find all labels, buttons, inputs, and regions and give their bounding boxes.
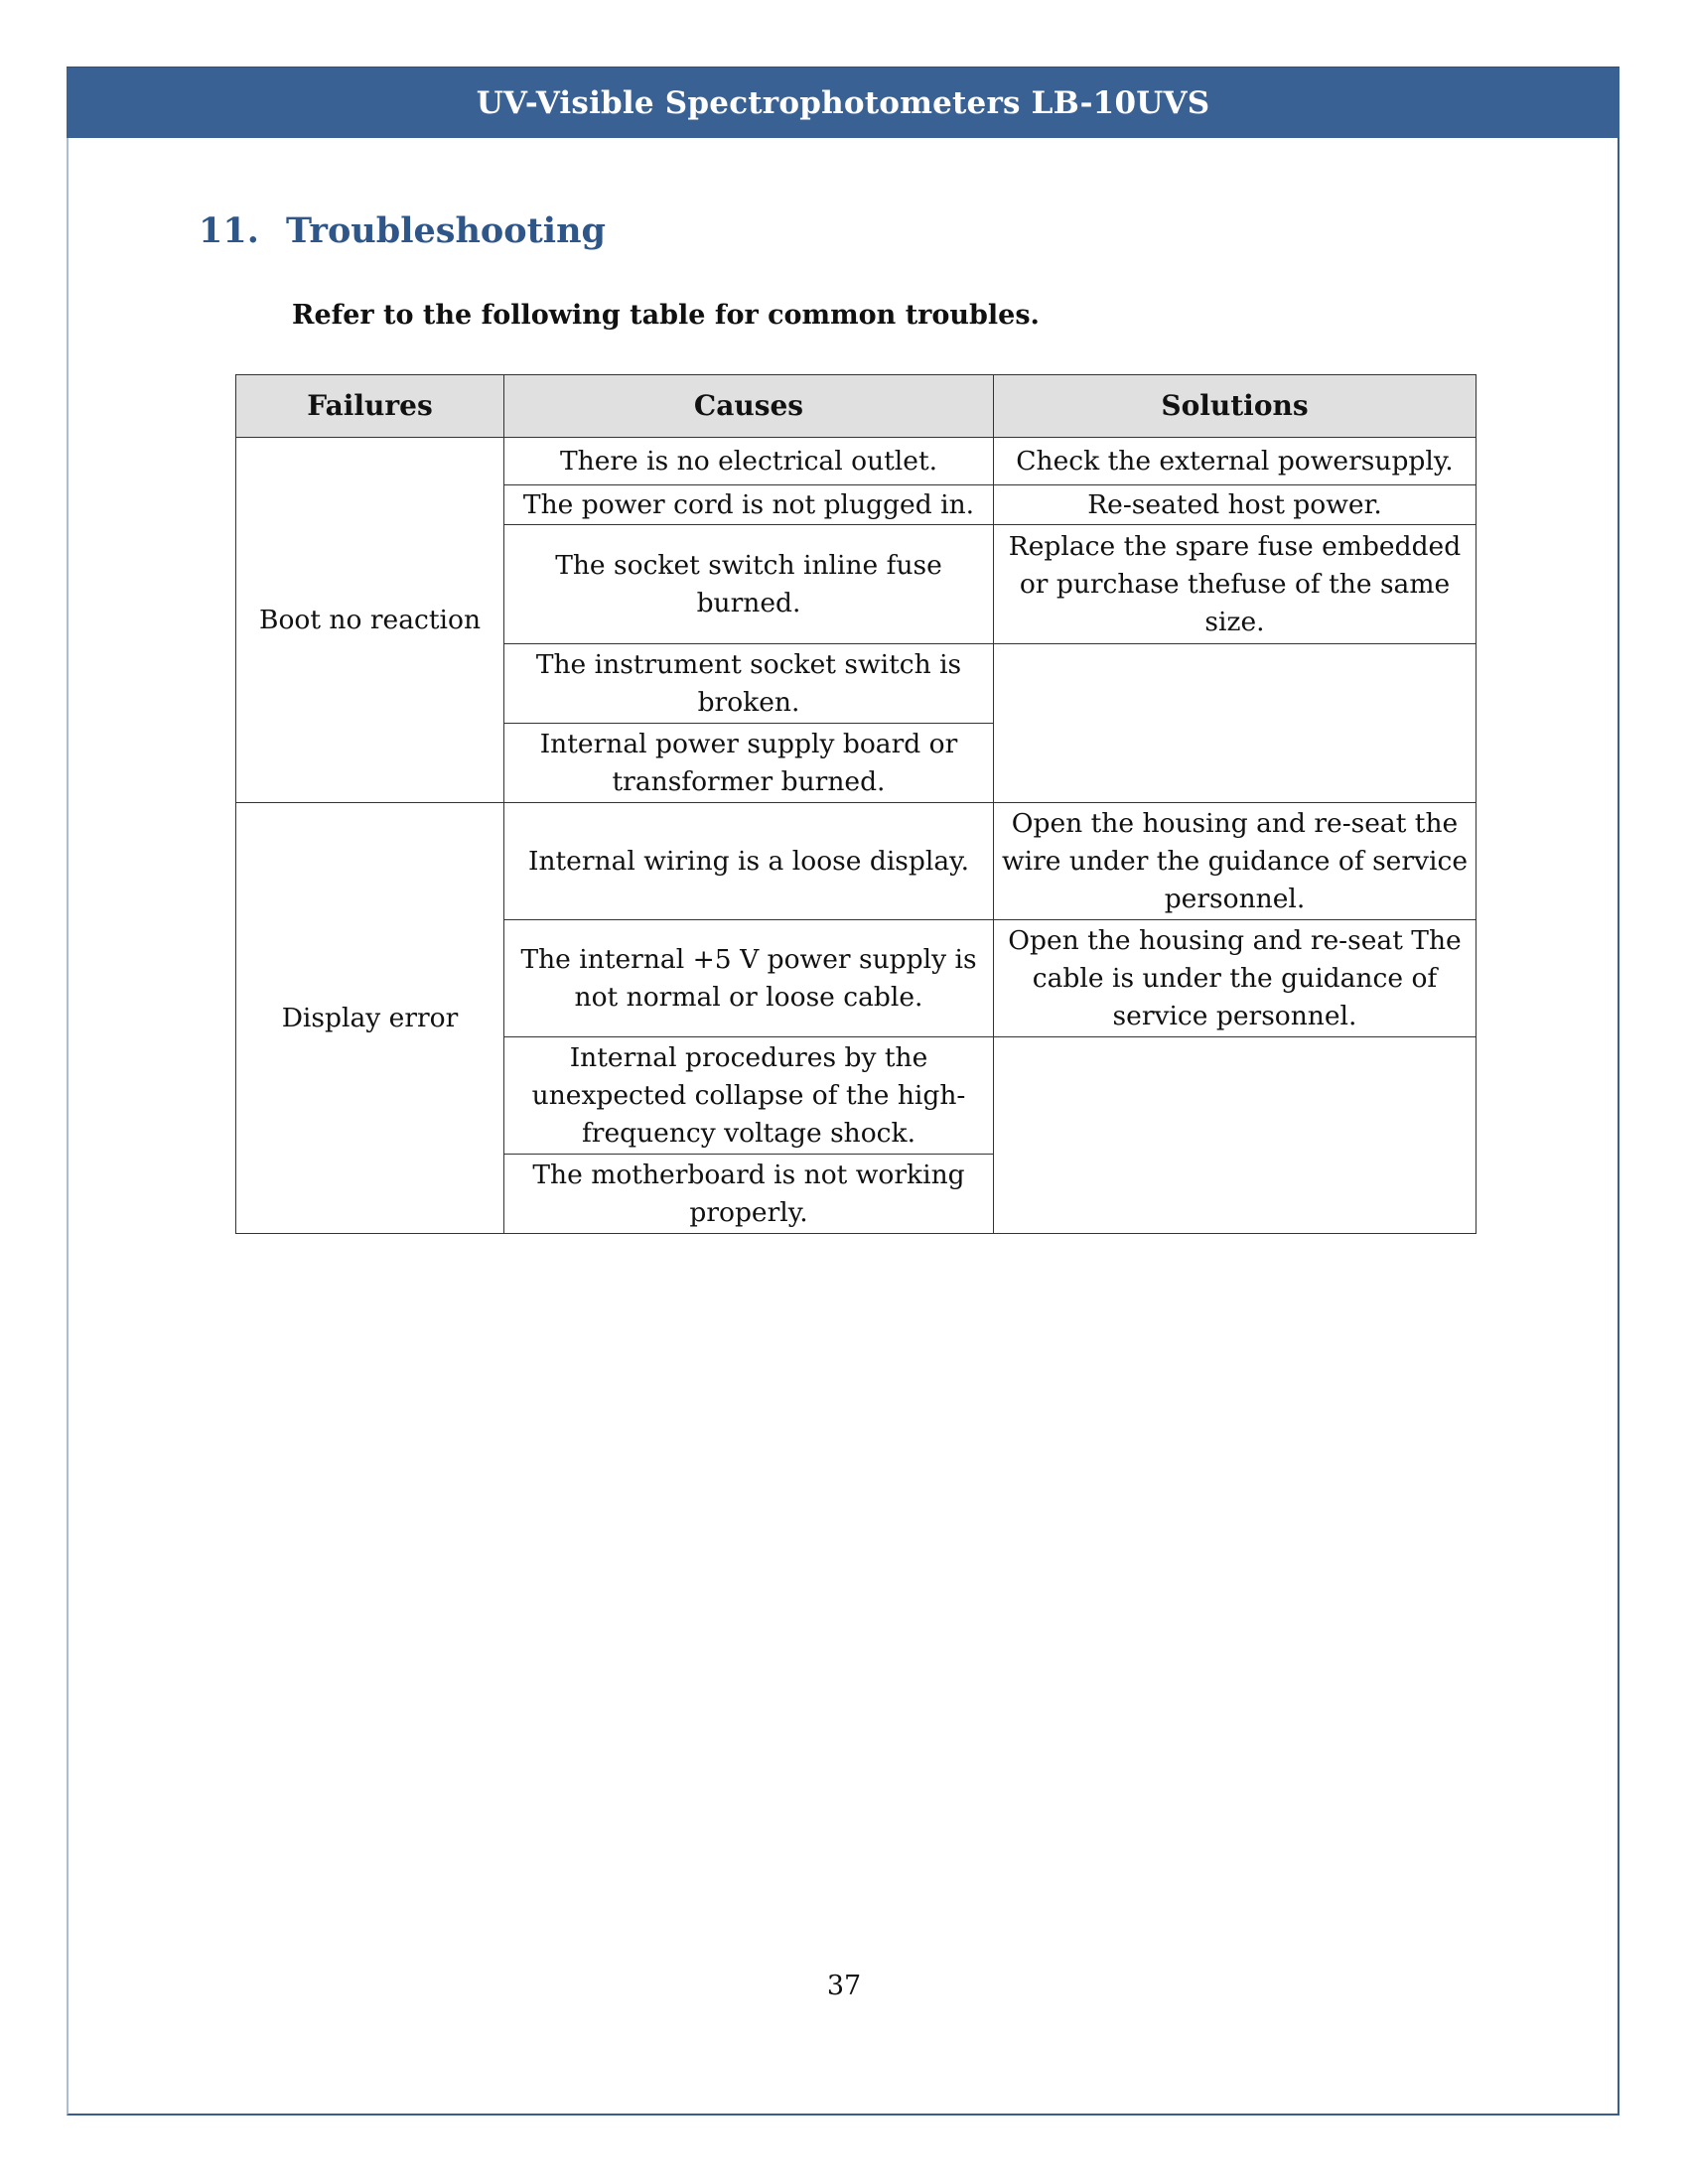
solution-cell: Re-seated host power. — [994, 485, 1477, 525]
table-row — [236, 803, 1477, 920]
section-heading — [199, 210, 606, 251]
solution-cell: Replace the spare fuse embedded or purchase thefuse of the same size. — [994, 525, 1477, 644]
cause-cell: The internal +5 V power supply is not normal or loose cable. — [504, 920, 994, 1037]
solution-cell: Open the housing and re-seat the wire under the guidance of service personnel. — [994, 803, 1477, 920]
cause-cell: The socket switch inline fuse burned. — [504, 525, 994, 644]
solution-cell — [994, 1037, 1477, 1234]
cause-cell: There is no electrical outlet. — [504, 438, 994, 485]
cause-cell: The motherboard is not working properly. — [504, 1155, 994, 1234]
header-solutions: Solutions — [994, 375, 1477, 438]
solution-cell — [994, 644, 1477, 803]
table-header-row — [236, 375, 1477, 438]
cause-cell: Internal wiring is a loose display. — [504, 803, 994, 920]
document-header — [67, 67, 1619, 138]
failure-cell: Boot no reaction — [236, 438, 504, 803]
document-title: UV-Visible Spectrophotometers LB-10UVS — [476, 84, 1210, 121]
cause-cell: Internal procedures by the unexpected collapse of the high-frequency voltage shock. — [504, 1037, 994, 1155]
troubleshooting-table — [235, 374, 1477, 1234]
intro-text: Refer to the following table for common troubles. — [292, 300, 1040, 331]
section-number: 11. — [199, 210, 259, 251]
page-number: 37 — [826, 1971, 862, 2001]
failure-cell: Display error — [236, 803, 504, 1234]
solution-cell: Open the housing and re-seat The cable is under the guidance of service personnel. — [994, 920, 1477, 1037]
cause-cell: Internal power supply board or transformer burned. — [504, 724, 994, 803]
header-causes: Causes — [504, 375, 994, 438]
cause-cell: The power cord is not plugged in. — [504, 485, 994, 525]
header-failures: Failures — [236, 375, 504, 438]
table-row — [236, 438, 1477, 485]
cause-cell: The instrument socket switch is broken. — [504, 644, 994, 724]
section-title: Troubleshooting — [286, 210, 606, 251]
solution-cell: Check the external powersupply. — [994, 438, 1477, 485]
